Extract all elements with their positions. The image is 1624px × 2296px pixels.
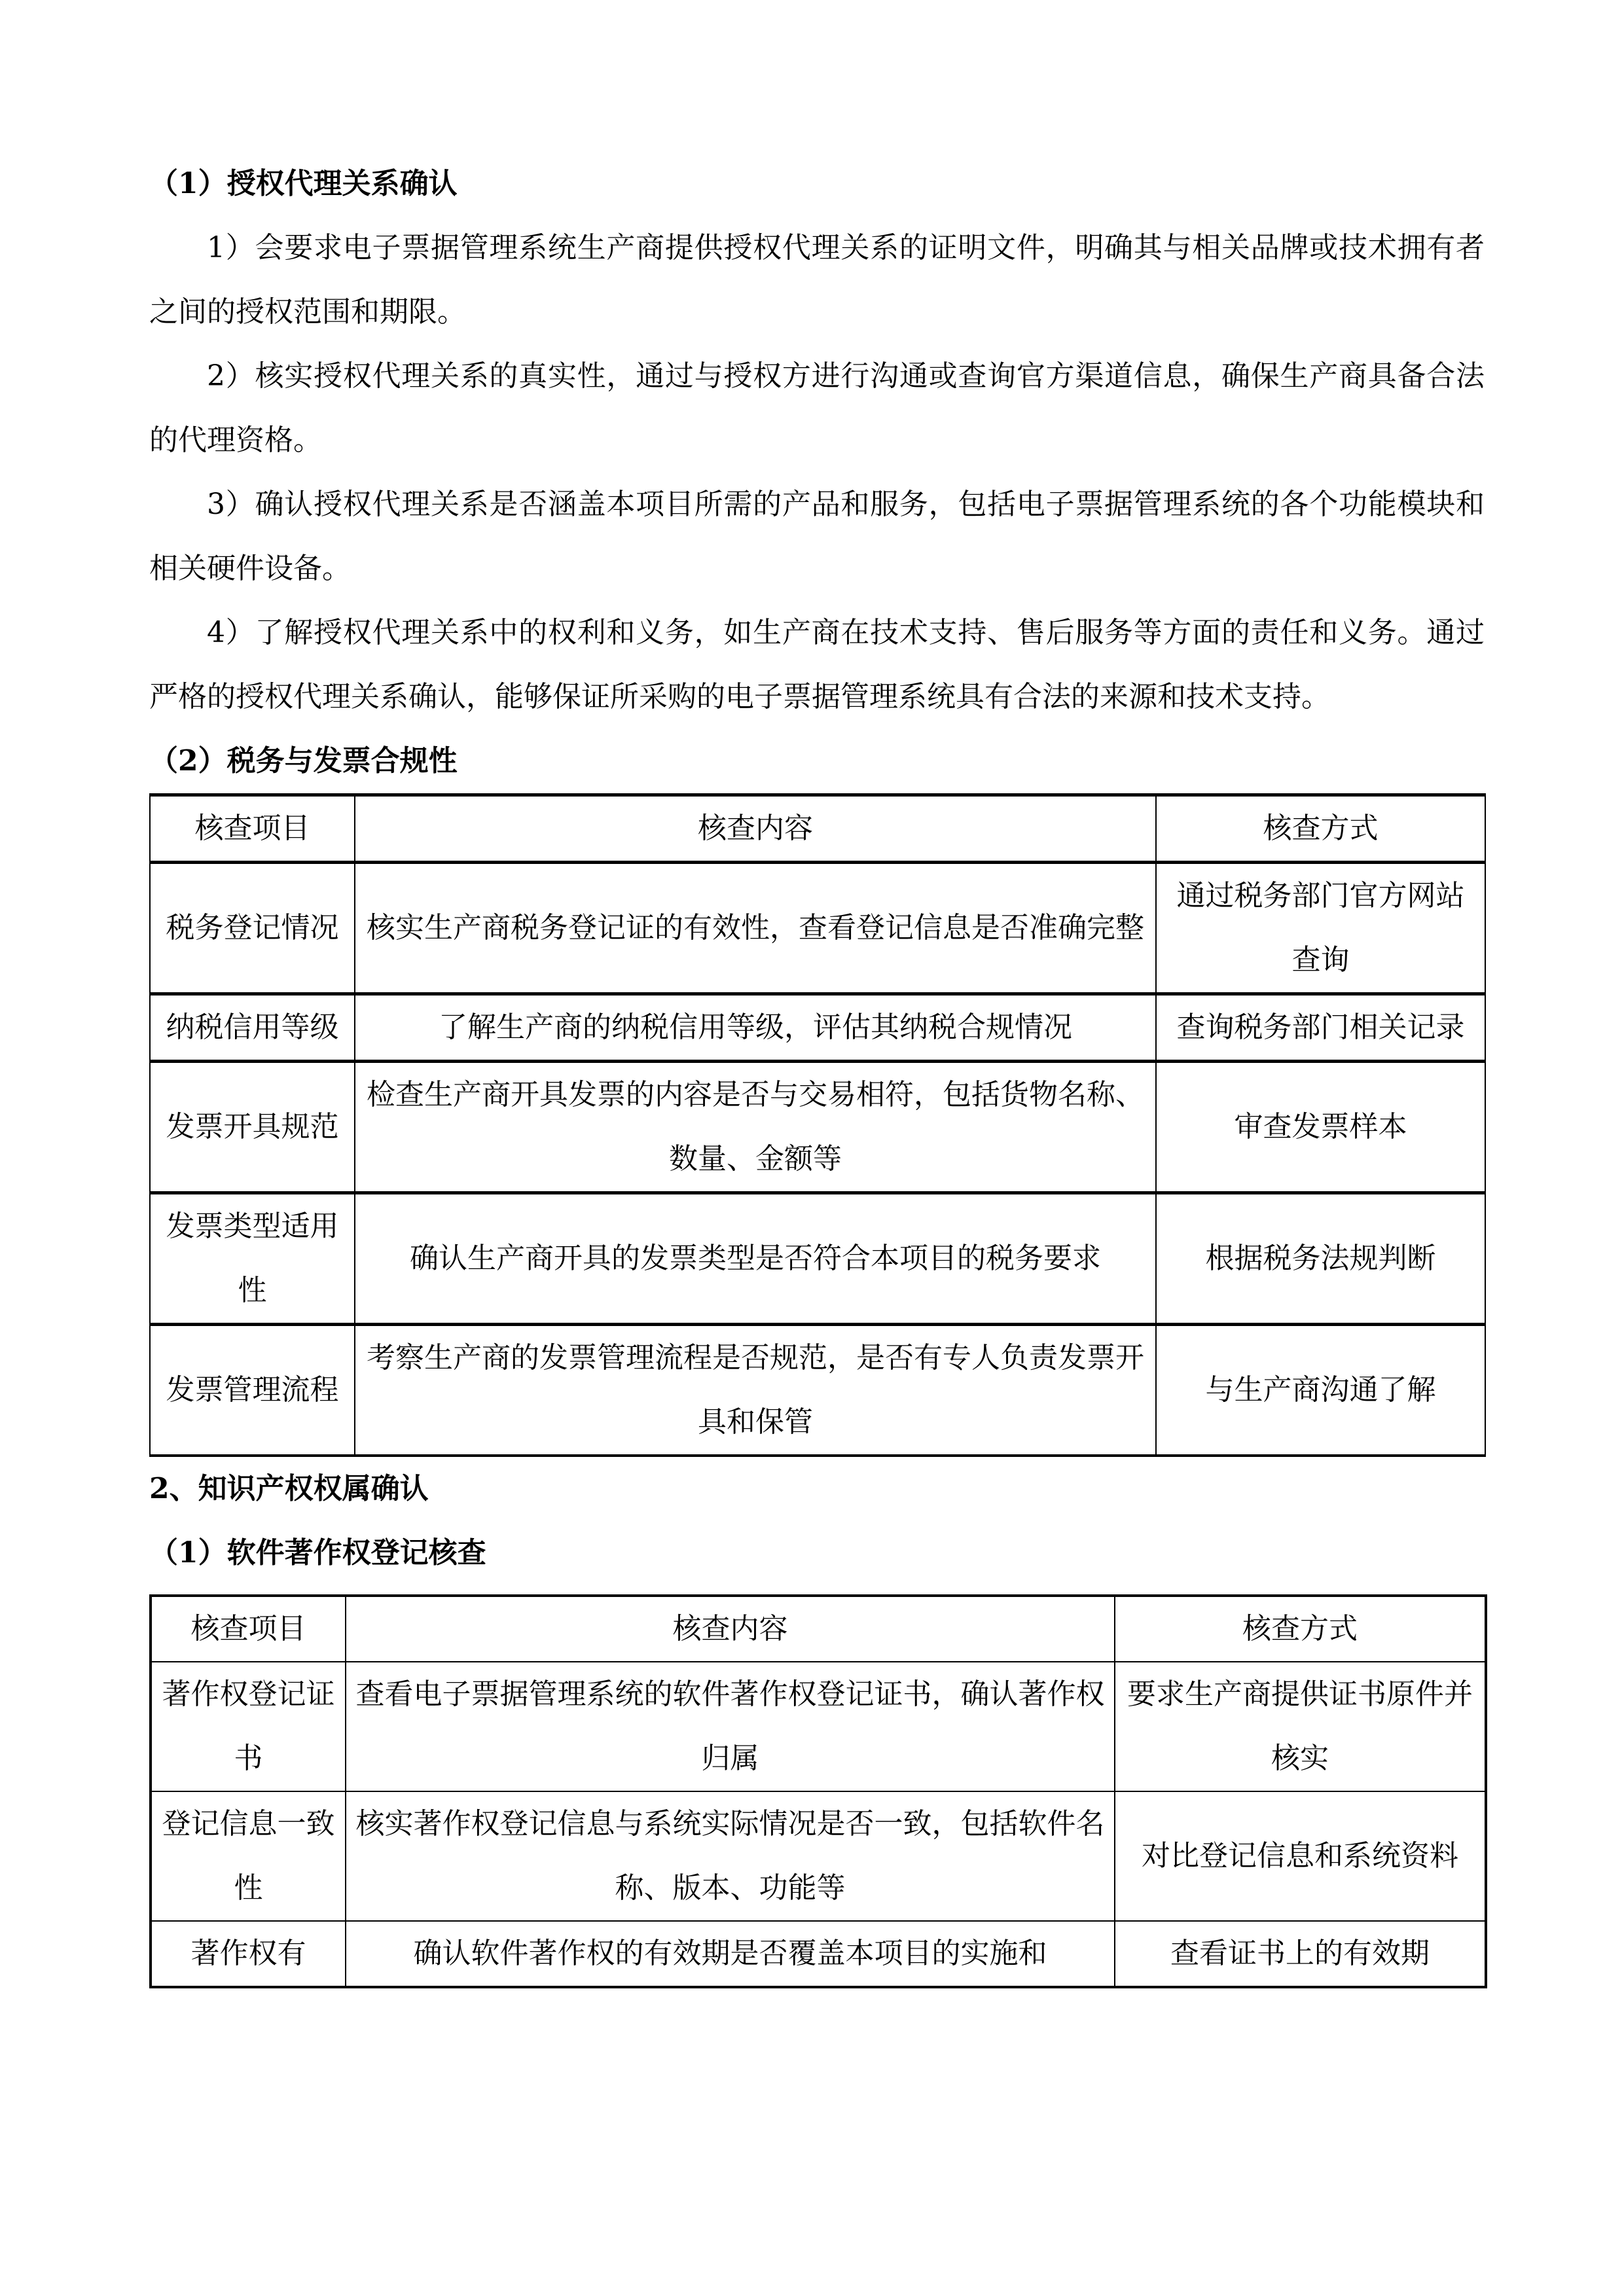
software-copyright-table bbox=[149, 1594, 1487, 1988]
table-cell: 著作权登记证书 bbox=[151, 1662, 346, 1791]
table-cell: 发票开具规范 bbox=[150, 1062, 355, 1193]
table-cell: 税务登记情况 bbox=[150, 863, 355, 994]
table-cell: 查看证书上的有效期 bbox=[1115, 1921, 1486, 1987]
table-cell: 确认软件著作权的有效期是否覆盖本项目的实施和 bbox=[346, 1921, 1115, 1987]
heading-tax-compliance: （2）税务与发票合规性 bbox=[149, 744, 458, 778]
table-cell: 纳税信用等级 bbox=[150, 994, 355, 1062]
table-cell: 了解生产商的纳税信用等级，评估其纳税合规情况 bbox=[355, 994, 1156, 1062]
table-cell: 发票类型适用性 bbox=[150, 1193, 355, 1325]
paragraph-1: 1）会要求电子票据管理系统生产商提供授权代理关系的证明文件，明确其与相关品牌或技术拥有者之间的授权范围和期限。 bbox=[149, 231, 1485, 329]
table-row bbox=[150, 1062, 1485, 1193]
table-cell: 对比登记信息和系统资料 bbox=[1115, 1791, 1486, 1921]
table-cell: 登记信息一致性 bbox=[151, 1791, 346, 1921]
heading-software-copyright: （1）软件著作权登记核查 bbox=[149, 1536, 486, 1570]
paragraph-3: 3）确认授权代理关系是否涵盖本项目所需的产品和服务，包括电子票据管理系统的各个功能模块和相关硬件设备。 bbox=[149, 488, 1485, 585]
table-cell: 根据税务法规判断 bbox=[1156, 1193, 1485, 1325]
table-cell: 通过税务部门官方网站查询 bbox=[1156, 863, 1485, 994]
document-page bbox=[149, 152, 1485, 1988]
heading-authorization: （1）授权代理关系确认 bbox=[149, 167, 458, 200]
table-row bbox=[151, 1662, 1486, 1791]
header-cell: 核查项目 bbox=[151, 1596, 346, 1662]
header-cell: 核查项目 bbox=[150, 795, 355, 863]
table-header-row bbox=[151, 1596, 1486, 1662]
paragraph-2: 2）核实授权代理关系的真实性，通过与授权方进行沟通或查询官方渠道信息，确保生产商具备合法的代理资格。 bbox=[149, 359, 1485, 457]
table-cell: 核实生产商税务登记证的有效性，查看登记信息是否准确完整 bbox=[355, 863, 1156, 994]
table-row bbox=[150, 1193, 1485, 1325]
table-cell: 核实著作权登记信息与系统实际情况是否一致，包括软件名称、版本、功能等 bbox=[346, 1791, 1115, 1921]
table-row bbox=[150, 863, 1485, 994]
table-row bbox=[151, 1791, 1486, 1921]
table-row bbox=[150, 1325, 1485, 1456]
header-cell: 核查方式 bbox=[1156, 795, 1485, 863]
table-cell: 查询税务部门相关记录 bbox=[1156, 994, 1485, 1062]
table-cell: 查看电子票据管理系统的软件著作权登记证书，确认著作权归属 bbox=[346, 1662, 1115, 1791]
heading-ip-ownership: 2、知识产权权属确认 bbox=[149, 1472, 429, 1505]
table-cell: 考察生产商的发票管理流程是否规范，是否有专人负责发票开具和保管 bbox=[355, 1325, 1156, 1456]
table-cell: 要求生产商提供证书原件并核实 bbox=[1115, 1662, 1486, 1791]
header-cell: 核查方式 bbox=[1115, 1596, 1486, 1662]
table-cell: 检查生产商开具发票的内容是否与交易相符，包括货物名称、数量、金额等 bbox=[355, 1062, 1156, 1193]
tax-compliance-table bbox=[149, 793, 1486, 1457]
paragraph-4: 4）了解授权代理关系中的权利和义务，如生产商在技术支持、售后服务等方面的责任和义务。通过严格的授权代理关系确认，能够保证所采购的电子票据管理系统具有合法的来源和技术支持。 bbox=[149, 616, 1485, 713]
table-cell: 确认生产商开具的发票类型是否符合本项目的税务要求 bbox=[355, 1193, 1156, 1325]
header-cell: 核查内容 bbox=[355, 795, 1156, 863]
table-header-row bbox=[150, 795, 1485, 863]
table-cell: 发票管理流程 bbox=[150, 1325, 355, 1456]
table-row bbox=[150, 994, 1485, 1062]
table-cell: 著作权有 bbox=[151, 1921, 346, 1987]
table-cell: 与生产商沟通了解 bbox=[1156, 1325, 1485, 1456]
table-cell: 审查发票样本 bbox=[1156, 1062, 1485, 1193]
header-cell: 核查内容 bbox=[346, 1596, 1115, 1662]
table-row bbox=[151, 1921, 1486, 1987]
